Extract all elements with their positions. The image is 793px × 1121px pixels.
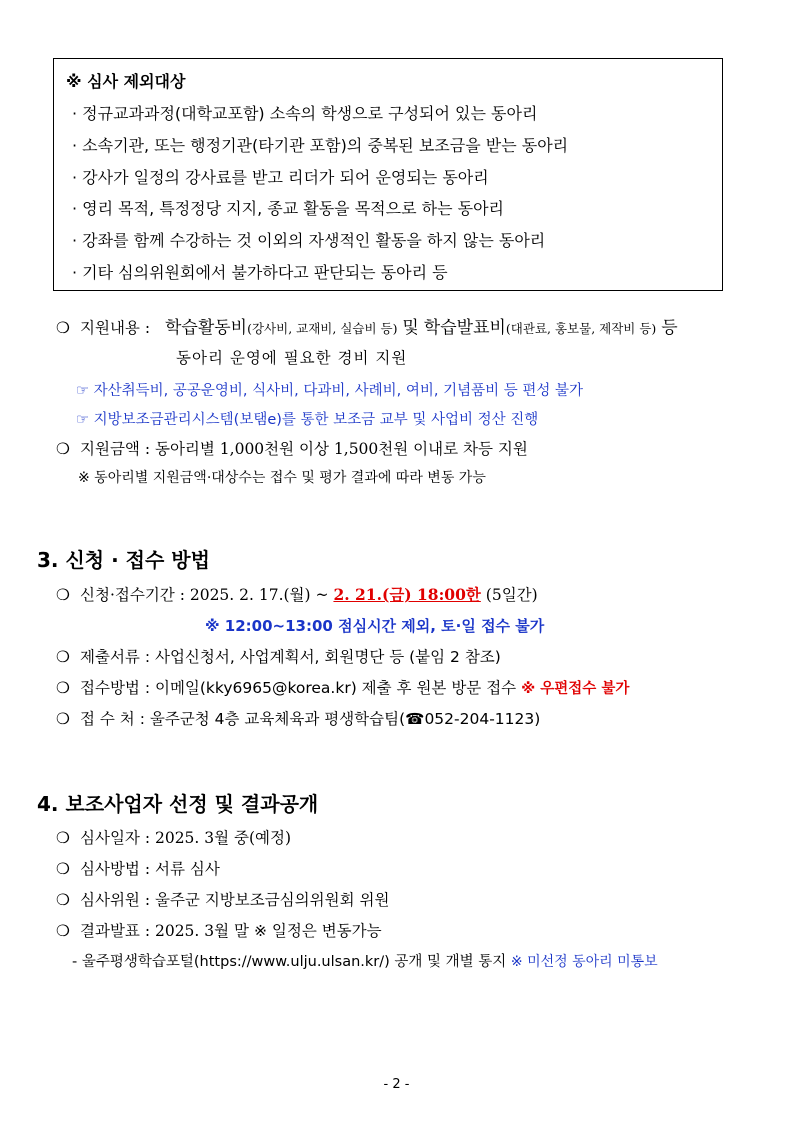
section-3-heading: 3. 신청 · 접수 방법 bbox=[37, 548, 210, 572]
submission-method: 접수방법 : 이메일(kky6965@korea.kr) 제출 후 원본 방문 접수 bbox=[80, 679, 517, 697]
circle-bullet-icon: ❍ bbox=[56, 679, 70, 697]
presentation-cost-detail: (대관료, 홍보물, 제작비 등) bbox=[505, 321, 657, 336]
exclusion-title: ※ 심사 제외대상 bbox=[66, 72, 186, 91]
review-committee: 심사위원 : 울주군 지방보조금심의위원회 위원 bbox=[80, 891, 390, 909]
documents: 제출서류 : 사업신청서, 사업계획서, 회원명단 등 (붙임 2 참조) bbox=[80, 648, 501, 666]
circle-bullet-icon: ❍ bbox=[56, 440, 70, 458]
page-number: - 2 - bbox=[383, 1077, 410, 1092]
office-line bbox=[56, 707, 540, 729]
circle-bullet-icon: ❍ bbox=[56, 922, 70, 940]
exclusion-item: · 기타 심의위원회에서 불가하다고 판단되는 동아리 등 bbox=[72, 263, 448, 282]
submission-method-line bbox=[56, 676, 629, 698]
result-announce-line bbox=[56, 919, 382, 941]
and-word: 및 bbox=[402, 318, 419, 338]
circle-bullet-icon: ❍ bbox=[56, 860, 70, 878]
support-amount: 지원금액 : 동아리별 1,000천원 이상 1,500천원 이내로 차등 지원 bbox=[80, 440, 528, 458]
application-period-label: 신청·접수기간 : 2025. 2. 17.(월) ~ bbox=[80, 586, 329, 604]
activity-cost-detail: (강사비, 교재비, 실습비 등) bbox=[247, 321, 398, 336]
result-announce: 결과발표 : 2025. 3월 말 bbox=[80, 922, 250, 940]
activity-cost: 학습활동비 bbox=[164, 318, 248, 338]
review-date: 심사일자 : 2025. 3월 중(예정) bbox=[80, 829, 292, 847]
no-mail-note: ※ 우편접수 불가 bbox=[521, 681, 630, 697]
documents-line bbox=[56, 645, 501, 667]
exclusion-item: · 강사가 일정의 강사료를 받고 리더가 되어 운영되는 동아리 bbox=[72, 168, 489, 187]
exclusion-criteria-box bbox=[53, 58, 723, 291]
section-4-heading: 4. 보조사업자 선정 및 결과공개 bbox=[37, 792, 319, 816]
review-date-line bbox=[56, 826, 291, 848]
support-amount-note: ※ 동아리별 지원금액·대상수는 접수 및 평가 결과에 따라 변동 가능 bbox=[78, 470, 486, 486]
circle-bullet-icon: ❍ bbox=[56, 319, 70, 337]
support-content-label: 지원내용 : bbox=[80, 319, 151, 337]
portal-text: - 울주평생학습포털(https://www.ulju.ulsan.kr/) 공개 및 개별 통지 bbox=[72, 954, 507, 970]
result-announce-note: ※ 일정은 변동가능 bbox=[253, 922, 382, 940]
circle-bullet-icon: ❍ bbox=[56, 586, 70, 604]
exclusion-item: · 영리 목적, 특정정당 지지, 종교 활동을 목적으로 하는 동아리 bbox=[72, 199, 504, 218]
circle-bullet-icon: ❍ bbox=[56, 891, 70, 909]
presentation-cost: 학습발표비 bbox=[423, 318, 506, 338]
support-amount-line bbox=[56, 437, 528, 459]
circle-bullet-icon: ❍ bbox=[56, 710, 70, 728]
exclusion-item: · 소속기관, 또는 행정기관(타기관 포함)의 중복된 보조금을 받는 동아리 bbox=[72, 136, 569, 155]
support-note-excluded-costs: ☞ 자산취득비, 공공운영비, 식사비, 다과비, 사례비, 여비, 기념품비 등 편성 불가 bbox=[76, 383, 583, 399]
review-committee-line bbox=[56, 888, 389, 910]
review-method: 심사방법 : 서류 심사 bbox=[80, 860, 220, 878]
circle-bullet-icon: ❍ bbox=[56, 648, 70, 666]
application-deadline: 2. 21.(금) 18:00한 bbox=[333, 585, 481, 604]
portal-line bbox=[72, 950, 658, 971]
review-method-line bbox=[56, 857, 220, 879]
exclusion-item: · 정규교과과정(대학교포함) 소속의 학생으로 구성되어 있는 동아리 bbox=[72, 104, 538, 123]
support-content-line bbox=[56, 313, 678, 338]
circle-bullet-icon: ❍ bbox=[56, 829, 70, 847]
application-days: (5일간) bbox=[485, 586, 538, 604]
lunch-time-note: ※ 12:00~13:00 점심시간 제외, 토·일 접수 불가 bbox=[205, 617, 545, 635]
etc-word: 등 bbox=[661, 318, 678, 338]
unselected-note: ※ 미선정 동아리 미통보 bbox=[510, 954, 658, 970]
exclusion-item: · 강좌를 함께 수강하는 것 이외의 자생적인 활동을 하지 않는 동아리 bbox=[72, 231, 546, 250]
support-note-botem: ☞ 지방보조금관리시스템(보탬e)를 통한 보조금 교부 및 사업비 정산 진행 bbox=[76, 412, 539, 428]
support-content-line2: 동아리 운영에 필요한 경비 지원 bbox=[176, 349, 408, 367]
application-period-line bbox=[56, 583, 538, 605]
office: 접 수 처 : 울주군청 4층 교육체육과 평생학습팀(☎052-204-1123) bbox=[80, 710, 541, 728]
